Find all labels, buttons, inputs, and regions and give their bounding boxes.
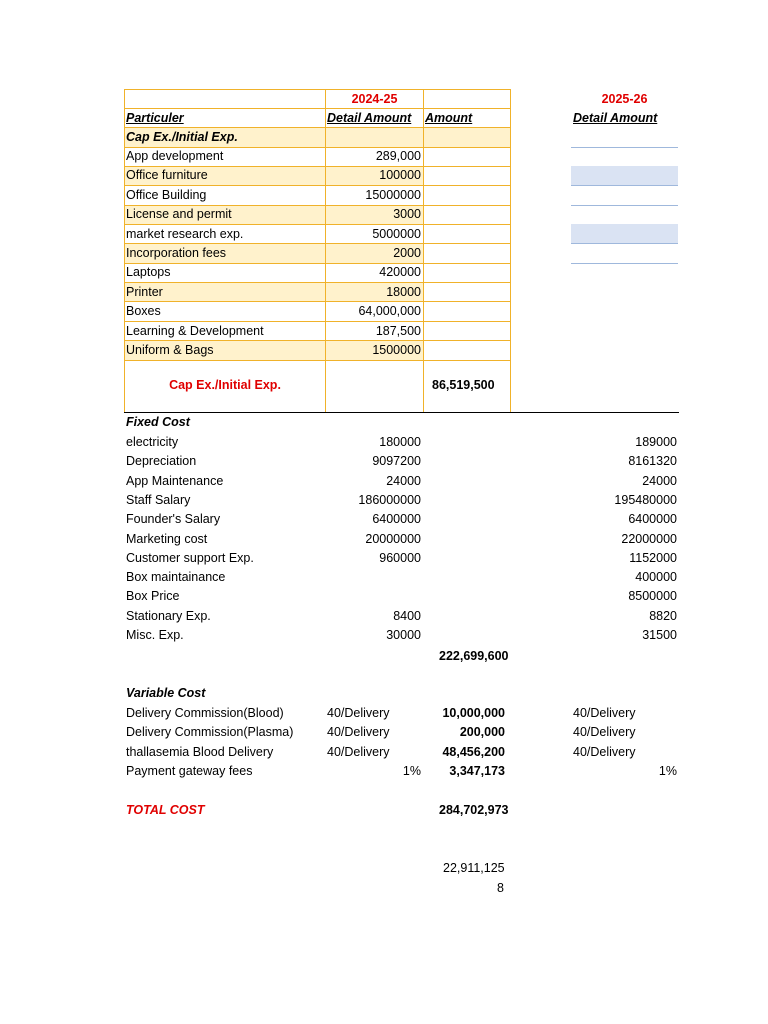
capex-item-label: Office furniture — [126, 168, 208, 183]
fixed-item-label: Customer support Exp. — [126, 550, 254, 565]
variable-item-2024-rate: 40/Delivery — [327, 706, 390, 720]
capex-item-detail: 5000000 — [372, 226, 421, 241]
capex-item-detail: 15000000 — [365, 187, 421, 202]
fixed-item-label: App Maintenance — [126, 473, 224, 488]
variable-item-2025-rate: 40/Delivery — [573, 706, 636, 720]
capex-item-detail: 18000 — [386, 284, 421, 299]
variable-item-2024-rate: 40/Delivery — [327, 725, 390, 740]
capex-section-label: Cap Ex./Initial Exp. — [126, 130, 238, 144]
fixed-item-2024: 960000 — [379, 550, 421, 565]
capex-item-label: Learning & Development — [126, 323, 264, 338]
capex-item-label: Boxes — [126, 304, 161, 319]
variable-item-label: thallasemia Blood Delivery — [126, 744, 274, 759]
fixed-item-2024: 30000 — [386, 628, 421, 642]
fixed-item-2025: 8820 — [649, 608, 677, 623]
variable-item-2025-rate: 40/Delivery — [573, 744, 636, 759]
fixed-item-2024: 9097200 — [372, 454, 421, 469]
fixed-item-label: Staff Salary — [126, 492, 191, 507]
variable-item-2025-rate: 40/Delivery — [573, 725, 636, 740]
fixed-item-2024: 6400000 — [372, 512, 421, 527]
fixed-item-2024: 8400 — [393, 608, 421, 623]
particular-header: Particuler — [126, 111, 184, 125]
fixed-item-2025: 31500 — [642, 628, 677, 642]
fixed-item-2025: 6400000 — [628, 512, 677, 527]
fixed-item-2025: 189000 — [635, 435, 677, 449]
capex-item-label: Laptops — [126, 265, 171, 280]
capex-item-label: Uniform & Bags — [126, 343, 214, 357]
capex-item-label: App development — [126, 149, 224, 163]
fixed-item-2025: 8161320 — [628, 454, 677, 469]
fixed-item-2025: 22000000 — [621, 531, 677, 546]
page-number: 8 — [497, 881, 504, 895]
capex-item-label: License and permit — [126, 207, 232, 222]
variable-item-amount: 10,000,000 — [442, 706, 505, 720]
variable-item-2024-rate: 40/Delivery — [327, 744, 390, 759]
row-divider — [124, 263, 511, 264]
fixed-item-label: Box Price — [126, 589, 180, 604]
fixed-item-2025: 400000 — [635, 570, 677, 585]
footer-value: 22,911,125 — [443, 861, 505, 875]
variable-item-label: Delivery Commission(Blood) — [126, 706, 284, 720]
capex-item-detail: 289,000 — [375, 149, 421, 163]
fixed-item-2025: 24000 — [642, 473, 677, 488]
capex-item-label: market research exp. — [126, 226, 244, 241]
capex-item-label: Incorporation fees — [126, 246, 227, 260]
column-divider — [423, 89, 424, 413]
capex-item-label: Printer — [126, 284, 163, 299]
fixed-item-label: Box maintainance — [126, 570, 226, 585]
row-divider — [124, 282, 511, 283]
capex-item-label: Office Building — [126, 187, 207, 202]
fixed-item-2025: 8500000 — [628, 589, 677, 604]
variable-item-amount: 3,347,173 — [449, 763, 505, 778]
fixed-total-amount: 222,699,600 — [439, 649, 509, 663]
fixed-item-label: electricity — [126, 435, 179, 449]
row-divider — [124, 360, 511, 361]
total-cost-label: TOTAL COST — [126, 803, 205, 817]
row-divider — [124, 301, 511, 302]
fixed-item-label: Marketing cost — [126, 531, 208, 546]
fixed-section-label: Fixed Cost — [126, 415, 190, 429]
fixed-item-2025: 1152000 — [629, 550, 677, 565]
variable-item-label: Payment gateway fees — [126, 763, 253, 778]
detail-amount-header: Detail Amount — [327, 111, 412, 125]
detail-amount-header-2025: Detail Amount — [573, 111, 658, 125]
fixed-item-2024: 186000000 — [358, 492, 421, 507]
fixed-item-label: Depreciation — [126, 454, 197, 469]
amount-header: Amount — [425, 111, 473, 125]
variable-item-2024-pct: 1% — [402, 763, 421, 778]
year1-header: 2024-25 — [351, 92, 398, 106]
capex-item-detail: 420000 — [379, 265, 421, 280]
capex-total-label: Cap Ex./Initial Exp. — [169, 378, 281, 392]
capex-item-detail: 3000 — [393, 207, 421, 222]
fixed-item-2024: 24000 — [386, 473, 421, 488]
fixed-item-2025: 195480000 — [614, 492, 677, 507]
variable-item-amount: 200,000 — [459, 725, 505, 740]
fixed-item-label: Founder's Salary — [126, 512, 221, 527]
total-cost-amount: 284,702,973 — [439, 803, 509, 817]
fixed-item-label: Misc. Exp. — [126, 628, 184, 642]
fixed-item-label: Stationary Exp. — [126, 608, 211, 623]
year2-header: 2025-26 — [601, 92, 648, 106]
capex-item-detail: 64,000,000 — [358, 304, 421, 319]
variable-item-amount: 48,456,200 — [442, 744, 505, 759]
capex-item-detail: 2000 — [393, 246, 421, 260]
section-divider — [124, 412, 679, 413]
variable-section-label: Variable Cost — [126, 686, 206, 700]
variable-item-label: Delivery Commission(Plasma) — [126, 725, 294, 740]
variable-item-2025-pct: 1% — [658, 763, 677, 778]
capex-item-detail: 100000 — [379, 168, 421, 183]
capex-item-detail: 187,500 — [375, 323, 421, 338]
capex-item-detail: 1500000 — [372, 343, 421, 357]
fixed-item-2024: 20000000 — [365, 531, 421, 546]
fixed-item-2024: 180000 — [379, 435, 421, 449]
capex-total-amount: 86,519,500 — [432, 378, 495, 392]
